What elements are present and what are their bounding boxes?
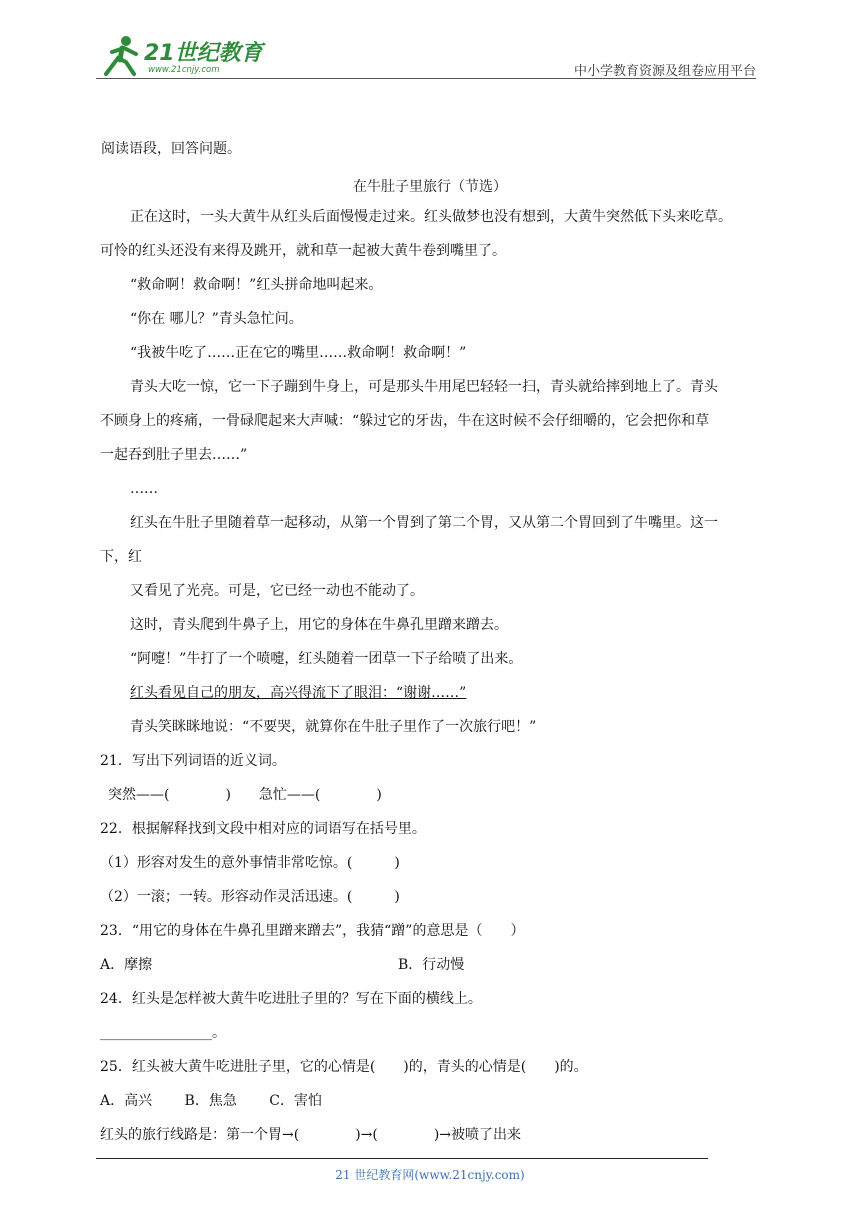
- passage-line: 青头笑眯眯地说：“不要哭，就算你在牛肚子里作了一次旅行吧！”: [130, 719, 537, 735]
- passage-line: 这时，青头爬到牛鼻子上，用它的身体在牛鼻孔里蹭来蹭去。: [130, 617, 508, 633]
- question-25: 25．红头被大黄牛吃进肚子里，它的心情是( )的，青头的心情是( )的。: [100, 1059, 588, 1075]
- passage-line: 可怜的红头还没有来得及跳开，就和草一起被大黄牛卷到嘴里了。: [100, 243, 506, 259]
- question-23-option-a: A．摩擦: [100, 957, 153, 973]
- logo-url: www.21cnjy.com: [148, 65, 220, 75]
- question-25-options: A．高兴 B．焦急 C．害怕: [100, 1093, 323, 1109]
- passage-line: 一起吞到肚子里去……”: [100, 447, 248, 463]
- question-22-part-2: （2）一滚；一转。形容动作灵活迅速。( ): [100, 889, 400, 905]
- runner-logo-icon: [96, 34, 144, 78]
- logo-title: 21世纪教育: [144, 41, 263, 66]
- passage-line: 下，红: [100, 549, 142, 565]
- passage-line: “我被牛吃了……正在它的嘴里……救命啊！救命啊！”: [130, 345, 467, 361]
- site-logo: [96, 34, 266, 78]
- question-24: 24．红头是怎样被大黄牛吃进肚子里的？写在下面的横线上。: [100, 991, 482, 1007]
- question-24-answer-blank: ________________。: [100, 1025, 226, 1041]
- header-divider: [96, 78, 756, 79]
- passage-line: 红头在牛肚子里随着草一起移动，从第一个胃到了第二个胃，又从第二个胃回到了牛嘴里。这一: [130, 515, 718, 531]
- passage-underlined-line: 红头看见自己的朋友，高兴得流下了眼泪：“谢谢……”: [130, 685, 467, 701]
- travel-route-question: 红头的旅行线路是：第一个胃→( )→( )→被喷了出来: [100, 1127, 522, 1143]
- header-platform-text: 中小学教育资源及组卷应用平台: [573, 64, 756, 79]
- passage-line: 又看见了光亮。可是，它已经一动也不能动了。: [130, 583, 424, 599]
- question-23: 23．“用它的身体在牛鼻孔里蹭来蹭去”，我猜“蹭”的意思是（ ）: [100, 923, 525, 939]
- passage-ellipsis: ……: [130, 481, 158, 497]
- passage-line: 不顾身上的疼痛，一骨碌爬起来大声喊：“躲过它的牙齿，牛在这时候不会仔细嚼的，它会把你和草: [100, 413, 710, 429]
- question-22: 22．根据解释找到文段中相对应的词语写在括号里。: [100, 821, 426, 837]
- passage-line: “救命啊！救命啊！”红头拼命地叫起来。: [130, 277, 383, 293]
- passage-line: 正在这时，一头大黄牛从红头后面慢慢走过来。红头做梦也没有想到，大黄牛突然低下头来吃草。: [130, 209, 732, 225]
- question-21-items: 突然——( ) 急忙——( ): [108, 787, 382, 803]
- footer-text: 21 世纪教育网(www.21cnjy.com): [335, 1168, 525, 1182]
- question-21: 21．写出下列词语的近义词。: [100, 753, 286, 769]
- question-23-option-b: B．行动慢: [398, 957, 465, 973]
- passage-title: 在牛肚子里旅行（节选）: [353, 179, 507, 195]
- passage-line: 青头大吃一惊，它一下子蹦到牛身上，可是那头牛用尾巴轻轻一扫，青头就给摔到地上了。青头: [130, 379, 718, 395]
- passage-line: “阿嚏！”牛打了一个喷嚏，红头随着一团草一下子给喷了出来。: [130, 651, 523, 667]
- passage-line: “你在 哪儿？”青头急忙问。: [130, 311, 303, 327]
- question-22-part-1: （1）形容对发生的意外事情非常吃惊。( ): [100, 855, 400, 871]
- footer-divider: [96, 1158, 708, 1159]
- instruction: 阅读语段，回答问题。: [101, 141, 241, 157]
